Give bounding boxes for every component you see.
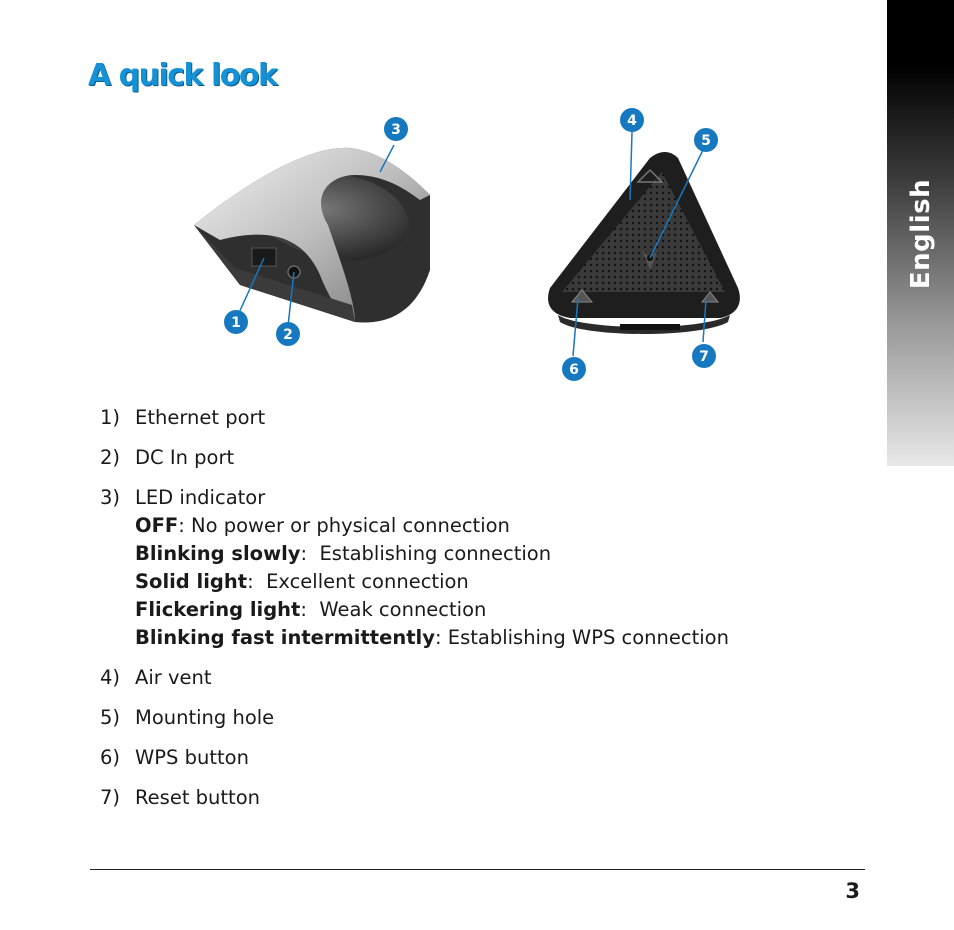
led-state-name: Blinking fast intermittently	[135, 626, 435, 649]
item-label: WPS button	[135, 746, 249, 769]
led-state-name: Blinking slowly	[135, 542, 301, 565]
device-illustration	[180, 100, 780, 400]
callout-dc-in-port	[276, 322, 300, 346]
item-label: DC In port	[135, 446, 235, 469]
svg-text:6: 6	[569, 362, 579, 378]
item-number: 7)	[100, 786, 121, 809]
svg-text:4: 4	[627, 113, 637, 129]
list-item	[100, 704, 860, 732]
led-state: OFF: No power or physical connection	[135, 514, 510, 537]
item-label: Reset button	[135, 786, 260, 809]
list-item	[100, 664, 860, 692]
item-label: LED indicator	[135, 486, 266, 509]
parts-list	[100, 404, 860, 824]
page-title: A quick look	[88, 58, 277, 93]
svg-text:5: 5	[701, 133, 711, 149]
led-state: Solid light: Excellent connection	[135, 570, 469, 593]
ethernet-port-icon	[252, 248, 276, 266]
item-number: 4)	[100, 666, 121, 689]
led-state-name: OFF	[135, 514, 179, 537]
led-state-desc: Establishing connection	[319, 542, 552, 565]
led-state-desc: No power or physical connection	[191, 514, 510, 537]
list-item	[100, 744, 860, 772]
led-state-desc: Weak connection	[319, 598, 487, 621]
led-state: Flickering light: Weak connection	[135, 598, 487, 621]
item-label: Air vent	[135, 666, 212, 689]
list-item	[100, 404, 860, 432]
item-number: 3)	[100, 486, 121, 509]
device-side-view	[194, 148, 430, 323]
callout-mounting-hole	[694, 128, 718, 152]
callout-wps-button	[562, 357, 586, 381]
led-state: Blinking slowly: Establishing connection	[135, 542, 552, 565]
svg-text:3: 3	[391, 122, 401, 138]
led-state-name: Flickering light	[135, 598, 301, 621]
list-item	[100, 484, 860, 652]
led-state-name: Solid light	[135, 570, 248, 593]
svg-text:7: 7	[699, 349, 709, 365]
language-side-tab	[887, 0, 954, 466]
list-item	[100, 444, 860, 472]
language-label: English	[905, 178, 936, 290]
footer-divider	[90, 869, 865, 870]
page-number: 3	[845, 879, 860, 903]
callout-led-indicator	[384, 117, 408, 141]
device-figure	[180, 100, 780, 400]
list-item	[100, 784, 860, 812]
led-state: Blinking fast intermittently: Establishing WPS connection	[135, 626, 729, 649]
svg-text:2: 2	[283, 327, 293, 343]
item-label: Ethernet port	[135, 406, 266, 429]
item-number: 2)	[100, 446, 121, 469]
svg-text:1: 1	[231, 315, 241, 331]
callout-reset-button	[692, 344, 716, 368]
callout-air-vent	[620, 108, 644, 132]
led-state-desc: Excellent connection	[266, 570, 469, 593]
item-label: Mounting hole	[135, 706, 275, 729]
item-number: 6)	[100, 746, 121, 769]
item-number: 5)	[100, 706, 121, 729]
callout-ethernet-port	[224, 310, 248, 334]
led-state-desc: Establishing WPS connection	[447, 626, 729, 649]
item-number: 1)	[100, 406, 121, 429]
